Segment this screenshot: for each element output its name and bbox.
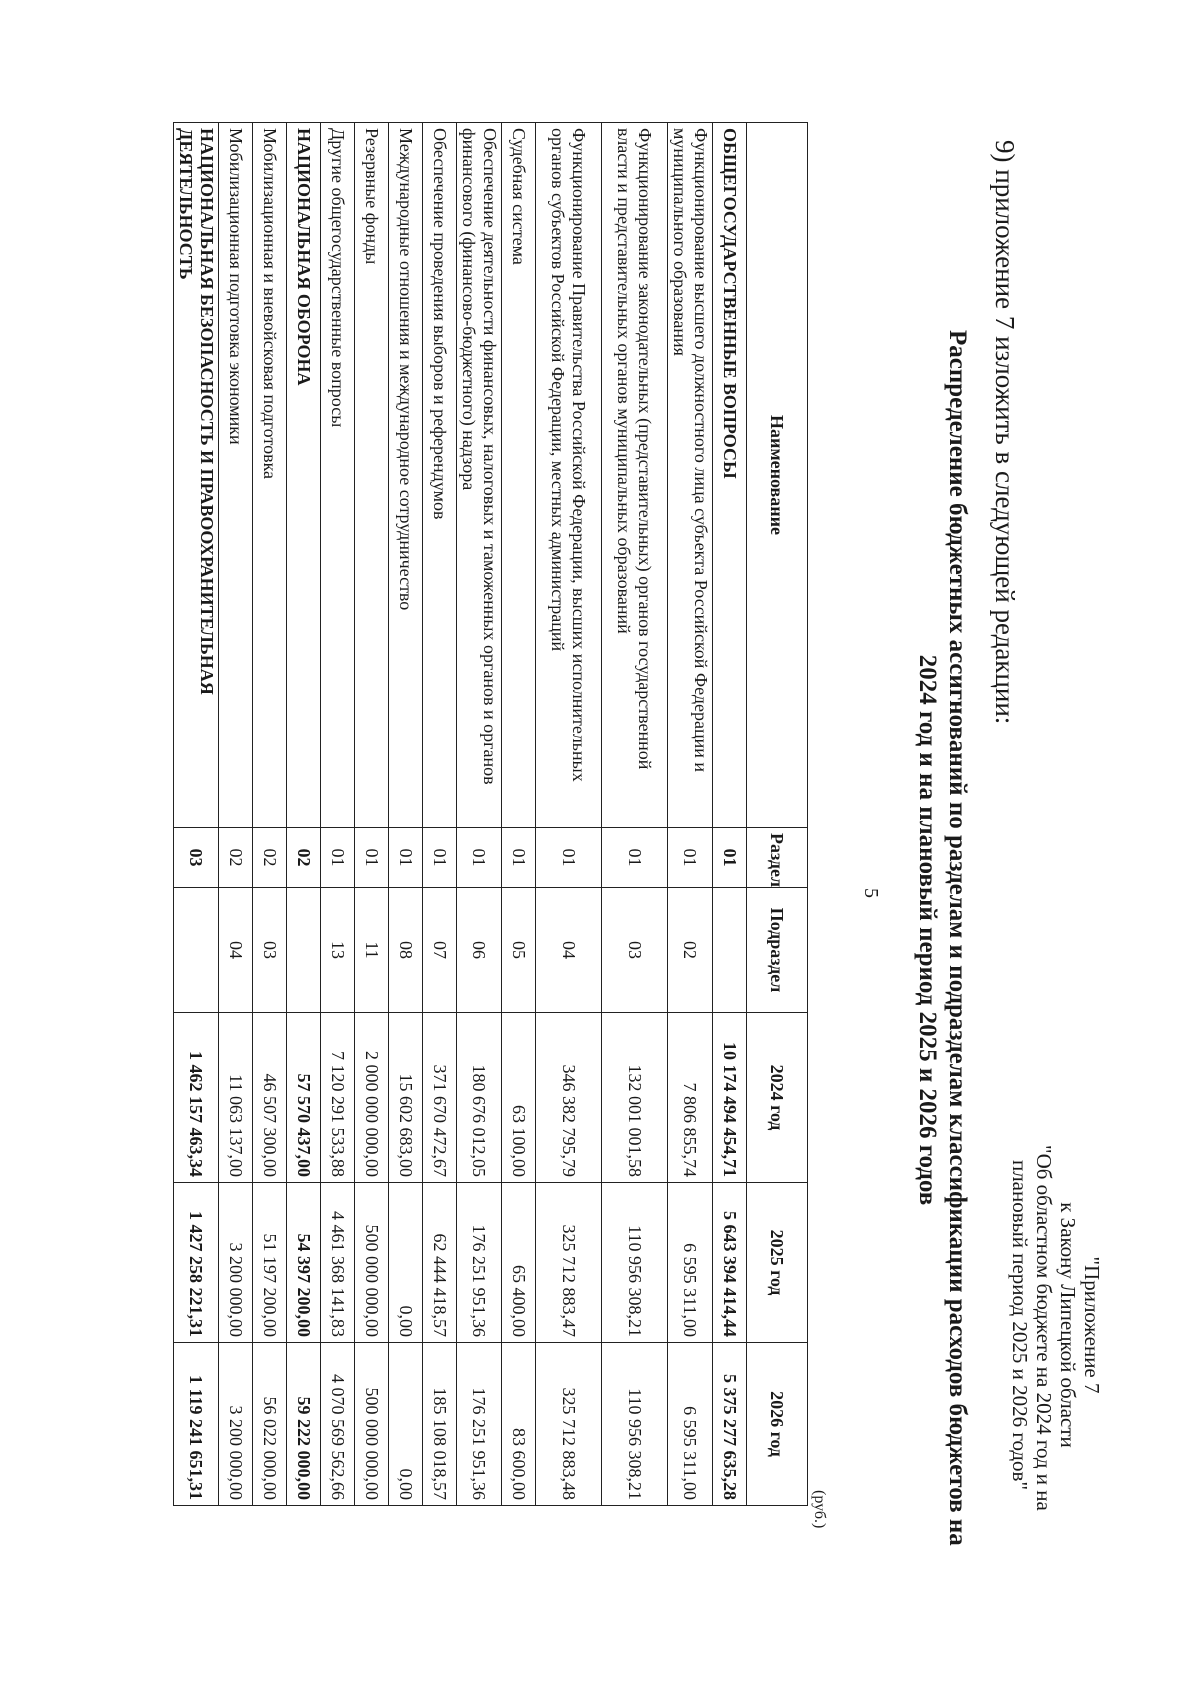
row-amount-2025: 51 197 200,00 <box>253 1183 287 1343</box>
row-section: 02 <box>219 828 253 888</box>
row-amount-2026: 83 600,00 <box>502 1343 536 1506</box>
row-section: 02 <box>253 828 287 888</box>
table-row <box>174 123 219 1506</box>
row-amount-2026: 110 956 308,21 <box>602 1343 668 1506</box>
row-name: Мобилизационная подготовка экономики <box>219 123 253 828</box>
header-subsection: Подраздел <box>747 888 808 1013</box>
row-section: 01 <box>457 828 502 888</box>
row-amount-2026: 4 070 569 562,66 <box>321 1343 355 1506</box>
annex-reference <box>1008 1145 1104 1511</box>
row-amount-2025: 4 461 368 141,83 <box>321 1183 355 1343</box>
row-amount-2026: 500 000 000,00 <box>355 1343 389 1506</box>
row-subsection <box>287 888 321 1013</box>
budget-table <box>173 122 808 1506</box>
intro-line: 9) приложение 7 изложить в следующей редакции: <box>990 140 1020 725</box>
row-subsection <box>713 888 747 1013</box>
row-section: 01 <box>536 828 602 888</box>
row-section: 01 <box>502 828 536 888</box>
row-subsection: 03 <box>253 888 287 1013</box>
row-amount-2024: 10 174 494 454,71 <box>713 1013 747 1183</box>
row-subsection: 02 <box>668 888 713 1013</box>
row-amount-2024: 57 570 437,00 <box>287 1013 321 1183</box>
row-amount-2026: 325 712 883,48 <box>536 1343 602 1506</box>
row-name: Функционирование высшего должностного лица субъекта Российской Федерации и муниципального образования <box>668 123 713 828</box>
row-name: Международные отношения и международное сотрудничество <box>389 123 423 828</box>
row-amount-2025: 54 397 200,00 <box>287 1183 321 1343</box>
row-amount-2025: 325 712 883,47 <box>536 1183 602 1343</box>
table-row <box>355 123 389 1506</box>
row-amount-2026: 185 108 018,57 <box>423 1343 457 1506</box>
row-amount-2024: 7 806 855,74 <box>668 1013 713 1183</box>
row-amount-2024: 2 000 000 000,00 <box>355 1013 389 1183</box>
row-amount-2026: 59 222 000,00 <box>287 1343 321 1506</box>
row-subsection <box>174 888 219 1013</box>
title-line-2: 2024 год и на плановый период 2025 и 2026 годов <box>914 654 941 1206</box>
row-amount-2025: 5 643 394 414,44 <box>713 1183 747 1343</box>
row-section: 01 <box>668 828 713 888</box>
row-amount-2024: 371 670 472,67 <box>423 1013 457 1183</box>
table-row <box>502 123 536 1506</box>
row-amount-2025: 65 400,00 <box>502 1183 536 1343</box>
row-subsection: 11 <box>355 888 389 1013</box>
row-name: Функционирование законодательных (представительных) органов государственной власти и представительных органов муниципальных образований <box>602 123 668 828</box>
row-name: Мобилизационная и вневойсковая подготовка <box>253 123 287 828</box>
table-row <box>602 123 668 1506</box>
row-amount-2024: 63 100,00 <box>502 1013 536 1183</box>
row-name: Функционирование Правительства Российской Федерации, высших исполнительных органов субъектов Российской Федерации, местных администраций <box>536 123 602 828</box>
row-subsection: 08 <box>389 888 423 1013</box>
row-amount-2026: 56 022 000,00 <box>253 1343 287 1506</box>
table-header-row <box>747 123 808 1506</box>
row-amount-2026: 6 595 311,00 <box>668 1343 713 1506</box>
header-2026: 2026 год <box>747 1343 808 1506</box>
table-row <box>668 123 713 1506</box>
table-row <box>536 123 602 1506</box>
row-section: 01 <box>355 828 389 888</box>
row-subsection: 04 <box>536 888 602 1013</box>
row-name: НАЦИОНАЛЬНАЯ БЕЗОПАСНОСТЬ И ПРАВООХРАНИТЕЛЬНАЯ ДЕЯТЕЛЬНОСТЬ <box>174 123 219 828</box>
row-name: ОБЩЕГОСУДАРСТВЕННЫЕ ВОПРОСЫ <box>713 123 747 828</box>
row-section: 02 <box>287 828 321 888</box>
row-subsection: 13 <box>321 888 355 1013</box>
row-section: 01 <box>389 828 423 888</box>
header-2025: 2025 год <box>747 1183 808 1343</box>
row-section: 01 <box>713 828 747 888</box>
header-2024: 2024 год <box>747 1013 808 1183</box>
header-name: Наименование <box>747 123 808 828</box>
row-amount-2024: 132 001 001,58 <box>602 1013 668 1183</box>
row-amount-2025: 62 444 418,57 <box>423 1183 457 1343</box>
row-amount-2025: 110 956 308,21 <box>602 1183 668 1343</box>
row-amount-2025: 500 000 000,00 <box>355 1183 389 1343</box>
row-name: Судебная система <box>502 123 536 828</box>
table-row <box>219 123 253 1506</box>
row-name: Резервные фонды <box>355 123 389 828</box>
row-amount-2025: 0,00 <box>389 1183 423 1343</box>
table-body <box>174 123 747 1506</box>
table-row <box>423 123 457 1506</box>
row-amount-2024: 1 462 157 463,34 <box>174 1013 219 1183</box>
row-name: Обеспечение проведения выборов и референдумов <box>423 123 457 828</box>
row-amount-2026: 3 200 000,00 <box>219 1343 253 1506</box>
row-amount-2024: 11 063 137,00 <box>219 1013 253 1183</box>
table-row <box>389 123 423 1506</box>
table-row <box>457 123 502 1506</box>
row-amount-2024: 46 507 300,00 <box>253 1013 287 1183</box>
row-amount-2025: 1 427 258 221,31 <box>174 1183 219 1343</box>
row-name: Обеспечение деятельности финансовых, налоговых и таможенных органов и органов финансового (финансово-бюджетного) надзора <box>457 123 502 828</box>
row-subsection: 07 <box>423 888 457 1013</box>
header-section: Раздел <box>747 828 808 888</box>
row-section: 03 <box>174 828 219 888</box>
row-amount-2026: 176 251 951,36 <box>457 1343 502 1506</box>
row-subsection: 06 <box>457 888 502 1013</box>
row-section: 01 <box>321 828 355 888</box>
annex-line: к Закону Липецкой области <box>1056 1202 1080 1448</box>
row-amount-2025: 6 595 311,00 <box>668 1183 713 1343</box>
row-subsection: 04 <box>219 888 253 1013</box>
table-row <box>713 123 747 1506</box>
row-name: НАЦИОНАЛЬНАЯ ОБОРОНА <box>287 123 321 828</box>
row-amount-2024: 346 382 795,79 <box>536 1013 602 1183</box>
table-row <box>287 123 321 1506</box>
row-section: 01 <box>602 828 668 888</box>
units-note: (руб.) <box>811 1490 828 1529</box>
document-title <box>912 330 972 1546</box>
row-amount-2026: 1 119 241 651,31 <box>174 1343 219 1506</box>
row-amount-2025: 176 251 951,36 <box>457 1183 502 1343</box>
annex-line: плановый период 2025 и 2026 годов" <box>1008 1159 1032 1491</box>
row-amount-2024: 15 602 683,00 <box>389 1013 423 1183</box>
table-row <box>321 123 355 1506</box>
table-row <box>253 123 287 1506</box>
annex-line: "Приложение 7 <box>1080 1256 1104 1394</box>
row-amount-2026: 0,00 <box>389 1343 423 1506</box>
page-number: 5 <box>860 888 882 898</box>
row-subsection: 03 <box>602 888 668 1013</box>
row-amount-2024: 180 676 012,05 <box>457 1013 502 1183</box>
row-amount-2024: 7 120 291 533,88 <box>321 1013 355 1183</box>
annex-line: "Об областном бюджете на 2024 год и на <box>1032 1145 1056 1511</box>
row-name: Другие общегосударственные вопросы <box>321 123 355 828</box>
row-amount-2026: 5 375 277 635,28 <box>713 1343 747 1506</box>
row-amount-2025: 3 200 000,00 <box>219 1183 253 1343</box>
title-line-1: Распределение бюджетных ассигнований по разделам и подразделам классификации расходов бюджетов на <box>944 330 971 1546</box>
row-section: 01 <box>423 828 457 888</box>
row-subsection: 05 <box>502 888 536 1013</box>
